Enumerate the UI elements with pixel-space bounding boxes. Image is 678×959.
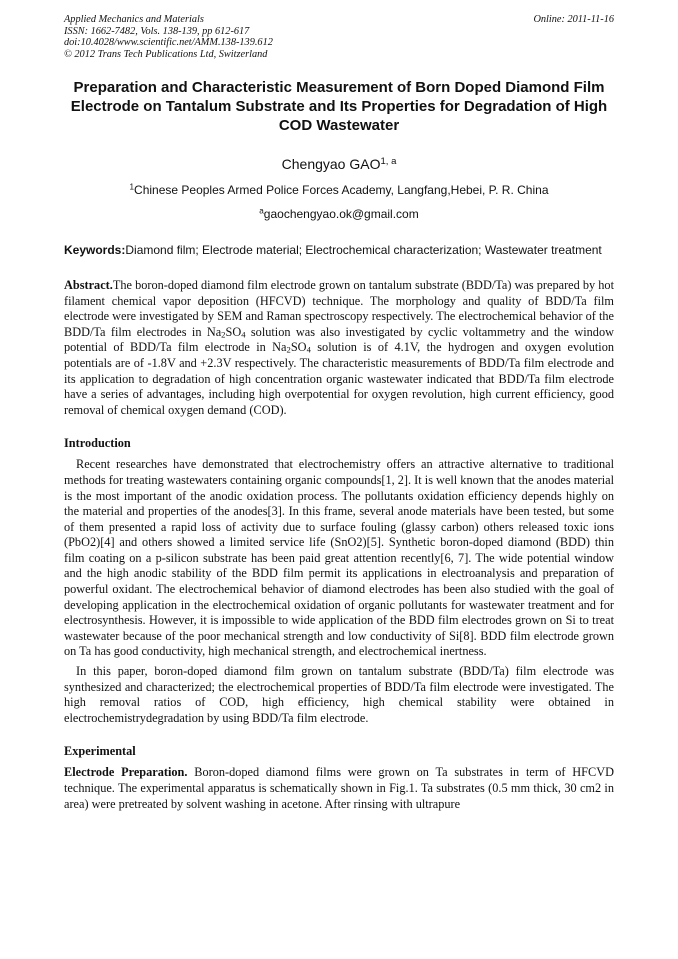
subscript: 2 [286, 345, 291, 356]
author-sup: 1, a [380, 156, 397, 168]
experimental-section [64, 765, 614, 812]
abstract [64, 278, 614, 418]
issn-line: ISSN: 1662-7482, Vols. 138-139, pp 612-617 [64, 25, 250, 37]
author-name: Chengyao GAO [281, 156, 381, 173]
introduction-paragraph-1: Recent researches have demonstrated that electrochemistry offers an attractive alternative to traditional methods for treating wastewaters containing organic compounds[1, 2]. It is well known that the anodes material is the most important of the anodic oxidation process. The pollutants oxidation efficiency depends highly on the material and properties of the anodes[3]. In this frame, several anode materials have been tested, but some of them presented a rapid loss of activity due to surface fouling (glassy carbon) others released toxic ions (PbO2)[4] and others showed a limited service life (SnO2)[5]. Synthetic boron-doped diamond (BDD) thin film coating on a p-silicon substrate has been paid great attention recently[6, 7]. The wide potential window and the high anodic stability of the BDD film permit its applications in electroanalysis and preparation of powerful oxidant. The electrochemical behavior of diamond electrodes has been also studied with the goal of developing application in the electrochemical oxidation of organic pollutants for wastewater treatment and for electrosynthesis. However, it is impossible to wide application of the BDD film electrodes grown on Si to treat wastewater because of the poor mechanical strength and low conductivity of Si[8]. BDD film electrode grown on Ta has good conductivity, high mechanical strength, and electrochemical inertness. [64, 457, 614, 659]
email-text: gaochengyao.ok@gmail.com [263, 207, 419, 222]
author-line [64, 156, 614, 172]
experimental-text: Boron-doped diamond films were grown on Ta substrates in term of HFCVD technique. The experimental apparatus is schematically shown in Fig.1. Ta substrates (0.5 mm thick, 30 cm2 in area) were pretreated by solvent washing in acetone. After rinsing with ultrapure [64, 765, 614, 811]
keywords-text: Diamond film; Electrode material; Electrochemical characterization; Wastewater treatment [125, 243, 602, 258]
formula-part: SO [225, 324, 242, 339]
introduction-paragraph-2: In this paper, boron-doped diamond film grown on tantalum substrate (BDD/Ta) film electrode was synthesized and characterized; the electrochemical properties of BDD/Ta film electrode were investigated. The high removal ratios of COD, high efficiency, high chemical stability were obtained in electrochemistrydegradation by using BDD/Ta film electrode. [64, 664, 614, 725]
formula-part: SO [290, 340, 307, 355]
keywords [64, 243, 614, 258]
affiliation-line [64, 183, 614, 197]
abstract-text-3: solution is of 4.1V, the hydrogen and oxygen evolution potentials are of -1.8V and +2.3V respectively. The characteristic measurements of BDD/Ta film electrode and its application to degradation of high concentration organic wastewater indicated that BDD/Ta film electrode have a series of advantages, including high overpotential for oxygen revolution, high current efficiency, good removal of chemical oxygen demand (COD). [64, 340, 614, 417]
email-line [64, 207, 614, 221]
experimental-heading: Experimental [64, 744, 136, 759]
runin-heading: Electrode Preparation. [64, 765, 188, 780]
copyright-line: © 2012 Trans Tech Publications Ltd, Switzerland [64, 48, 268, 60]
journal-name: Applied Mechanics and Materials [64, 14, 204, 25]
abstract-text-2: solution was also investigated by cyclic voltammetry and the window potential of BDD/Ta film electrode in Na [64, 324, 614, 355]
affiliation-text: Chinese Peoples Armed Police Forces Academy, Langfang,Hebei, P. R. China [134, 183, 549, 198]
online-date: Online: 2011-11-16 [533, 14, 614, 25]
email-sup: a [259, 206, 264, 216]
abstract-label: Abstract. [64, 277, 113, 292]
doi-line: doi:10.4028/www.scientific.net/AMM.138-139.612 [64, 37, 273, 49]
paper-title: Preparation and Characteristic Measurement of Born Doped Diamond Film Electrode on Tantalum Substrate and Its Properties for Degradation of High COD Wastewater [70, 79, 608, 135]
abstract-text-1: The boron-doped diamond film electrode grown on tantalum substrate (BDD/Ta) was prepared by hot filament chemical vapor deposition (HFCVD) technique. The morphology and quality of BDD/Ta film electrode were investigated by SEM and Raman spectroscopy respectively. The electrochemical behavior of the BDD/Ta film electrodes in Na [64, 277, 614, 339]
introduction-section [64, 457, 614, 726]
paper-page [64, 14, 614, 812]
subscript: 4 [306, 345, 311, 356]
journal-header [64, 14, 614, 60]
keywords-label: Keywords: [64, 243, 126, 258]
introduction-heading: Introduction [64, 436, 131, 451]
subscript: 4 [241, 329, 246, 340]
affiliation-sup: 1 [129, 182, 135, 192]
experimental-paragraph-1 [64, 765, 614, 812]
subscript: 2 [221, 329, 226, 340]
